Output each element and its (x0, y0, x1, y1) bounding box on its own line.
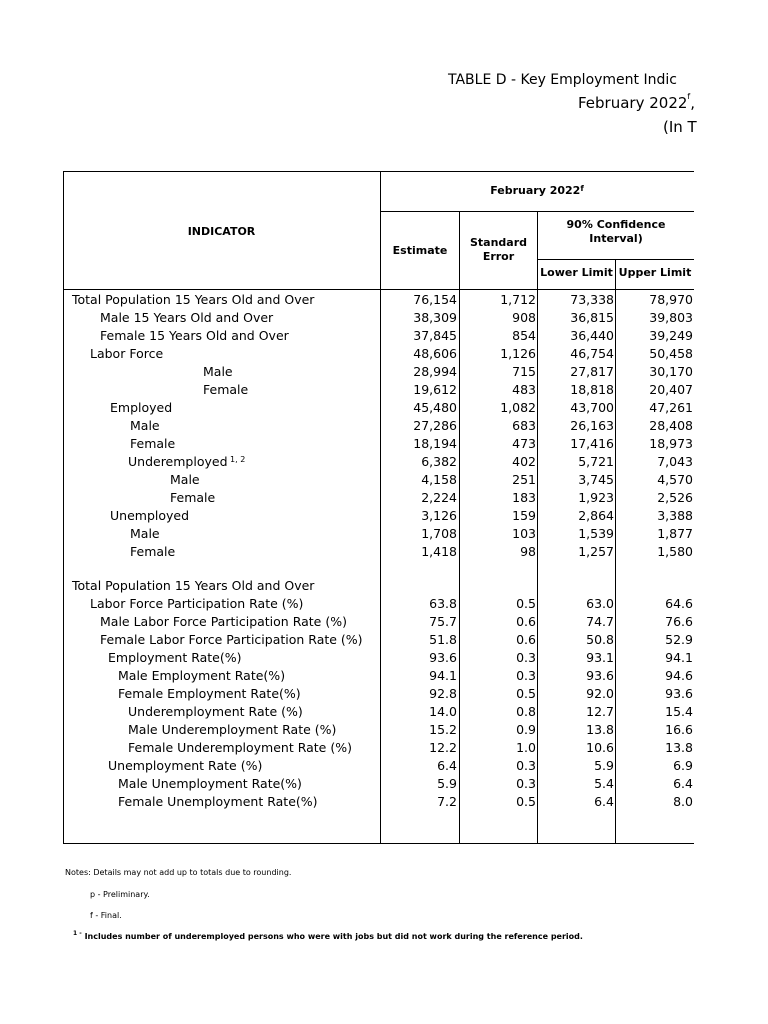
note-underemployed (73, 932, 583, 941)
cell-standard-error: 0.5 (516, 596, 536, 611)
row-label: Female (203, 382, 249, 397)
table-row (0, 525, 768, 543)
cell-estimate: 12.2 (429, 740, 457, 755)
cell-upper-limit: 3,388 (657, 508, 693, 523)
note-preliminary: p - Preliminary. (90, 890, 150, 899)
table-row (0, 291, 768, 309)
cell-upper-limit: 6.4 (673, 776, 693, 791)
cell-standard-error: 483 (512, 382, 536, 397)
cell-lower-limit: 73,338 (570, 292, 614, 307)
cell-lower-limit: 2,864 (578, 508, 614, 523)
cell-standard-error: 473 (512, 436, 536, 451)
row-label: Male (203, 364, 233, 379)
cell-standard-error: 159 (512, 508, 536, 523)
row-label: Male Unemployment Rate(%) (118, 776, 302, 791)
row-label: Underemployed (128, 454, 228, 469)
row-label: Female Underemployment Rate (%) (128, 740, 352, 755)
row-label: Female Unemployment Rate(%) (118, 794, 318, 809)
cell-estimate: 27,286 (413, 418, 457, 433)
cell-upper-limit: 1,877 (657, 526, 693, 541)
table-row (0, 739, 768, 757)
row-label: Male Employment Rate(%) (118, 668, 286, 683)
table-row (0, 345, 768, 363)
cell-upper-limit: 64.6 (665, 596, 693, 611)
cell-standard-error: 0.3 (516, 758, 536, 773)
cell-standard-error: 0.5 (516, 794, 536, 809)
row-label: Employment Rate(%) (108, 650, 242, 665)
cell-standard-error: 402 (512, 454, 536, 469)
note-text: Includes number of underemployed persons who were with jobs but did not work during the reference period. (84, 932, 583, 941)
cell-lower-limit: 74.7 (586, 614, 614, 629)
cell-standard-error: 1,126 (500, 346, 536, 361)
table-row (0, 649, 768, 667)
cell-estimate: 2,224 (421, 490, 457, 505)
cell-lower-limit: 5,721 (578, 454, 614, 469)
table-row (0, 309, 768, 327)
cell-upper-limit: 15.4 (665, 704, 693, 719)
cell-standard-error: 251 (512, 472, 536, 487)
note-rounding: Notes: Details may not add up to totals due to rounding. (65, 868, 292, 877)
cell-lower-limit: 93.6 (586, 668, 614, 683)
row-label: Total Population 15 Years Old and Over (72, 578, 315, 593)
row-label: Labor Force Participation Rate (%) (90, 596, 304, 611)
cell-standard-error: 854 (512, 328, 536, 343)
row-label: Male 15 Years Old and Over (100, 310, 274, 325)
table-row (0, 507, 768, 525)
cell-estimate: 19,612 (413, 382, 457, 397)
cell-lower-limit: 18,818 (570, 382, 614, 397)
cell-standard-error: 0.8 (516, 704, 536, 719)
cell-estimate: 45,480 (413, 400, 457, 415)
table-row (0, 613, 768, 631)
table-row (0, 417, 768, 435)
cell-standard-error: 0.3 (516, 668, 536, 683)
cell-lower-limit: 12.7 (586, 704, 614, 719)
cell-upper-limit: 6.9 (673, 758, 693, 773)
cell-upper-limit: 2,526 (657, 490, 693, 505)
header-divider (380, 211, 694, 212)
table-row (0, 381, 768, 399)
period-tail: , (690, 94, 696, 112)
row-label: Unemployment Rate (%) (108, 758, 263, 773)
table-row (0, 399, 768, 417)
cell-upper-limit: 76.6 (665, 614, 693, 629)
table-row (0, 757, 768, 775)
cell-estimate: 3,126 (421, 508, 457, 523)
cell-upper-limit: 94.1 (665, 650, 693, 665)
header-lower-limit: Lower Limit (540, 266, 613, 279)
cell-upper-limit: 1,580 (657, 544, 693, 559)
cell-lower-limit: 93.1 (586, 650, 614, 665)
header-confidence-interval: 90% Confidence Interval) (566, 218, 666, 245)
cell-lower-limit: 13.8 (586, 722, 614, 737)
table-row (0, 471, 768, 489)
note-final: f - Final. (90, 911, 122, 920)
cell-upper-limit: 47,261 (649, 400, 693, 415)
note-superscript: 1 - (73, 930, 82, 937)
cell-standard-error: 1,712 (500, 292, 536, 307)
cell-upper-limit: 4,570 (657, 472, 693, 487)
cell-lower-limit: 43,700 (570, 400, 614, 415)
cell-standard-error: 908 (512, 310, 536, 325)
table-title: TABLE D - Key Employment Indic (448, 72, 677, 88)
cell-estimate: 7.2 (437, 794, 457, 809)
row-label: Underemployment Rate (%) (128, 704, 303, 719)
cell-lower-limit: 36,815 (570, 310, 614, 325)
cell-lower-limit: 36,440 (570, 328, 614, 343)
cell-upper-limit: 93.6 (665, 686, 693, 701)
table-row (0, 453, 768, 471)
row-label: Male (170, 472, 200, 487)
table-row (0, 775, 768, 793)
cell-standard-error: 98 (520, 544, 536, 559)
table-row (0, 793, 768, 811)
cell-estimate: 1,708 (421, 526, 457, 541)
cell-standard-error: 183 (512, 490, 536, 505)
header-indicator: INDICATOR (187, 225, 256, 238)
table-row (0, 631, 768, 649)
table-row (0, 577, 768, 595)
cell-lower-limit: 1,923 (578, 490, 614, 505)
cell-estimate: 75.7 (429, 614, 457, 629)
cell-estimate: 76,154 (413, 292, 457, 307)
cell-estimate: 48,606 (413, 346, 457, 361)
cell-upper-limit: 78,970 (649, 292, 693, 307)
cell-upper-limit: 8.0 (673, 794, 693, 809)
period-text: February 2022 (578, 94, 688, 112)
period-superscript: f (687, 92, 691, 101)
table-row (0, 363, 768, 381)
cell-lower-limit: 50.8 (586, 632, 614, 647)
cell-standard-error: 0.3 (516, 776, 536, 791)
cell-estimate: 37,845 (413, 328, 457, 343)
table-row (0, 543, 768, 561)
cell-estimate: 14.0 (429, 704, 457, 719)
cell-lower-limit: 10.6 (586, 740, 614, 755)
cell-estimate: 94.1 (429, 668, 457, 683)
cell-upper-limit: 30,170 (649, 364, 693, 379)
cell-upper-limit: 13.8 (665, 740, 693, 755)
cell-standard-error: 0.6 (516, 632, 536, 647)
cell-standard-error: 0.5 (516, 686, 536, 701)
table-row (0, 721, 768, 739)
cell-estimate: 6,382 (421, 454, 457, 469)
row-label: Female Employment Rate(%) (118, 686, 301, 701)
row-label: Employed (110, 400, 173, 415)
cell-estimate: 38,309 (413, 310, 457, 325)
cell-upper-limit: 7,043 (657, 454, 693, 469)
cell-estimate: 51.8 (429, 632, 457, 647)
header-period (380, 184, 694, 198)
row-label: Male (130, 418, 160, 433)
row-label: Female Labor Force Participation Rate (%) (100, 632, 363, 647)
cell-upper-limit: 94.6 (665, 668, 693, 683)
row-label: Male Labor Force Participation Rate (%) (100, 614, 347, 629)
cell-lower-limit: 1,539 (578, 526, 614, 541)
cell-upper-limit: 39,803 (649, 310, 693, 325)
row-label: Female (130, 544, 176, 559)
row-label: Female 15 Years Old and Over (100, 328, 289, 343)
table-row (0, 595, 768, 613)
cell-lower-limit: 27,817 (570, 364, 614, 379)
table-row (0, 703, 768, 721)
cell-upper-limit: 28,408 (649, 418, 693, 433)
cell-lower-limit: 17,416 (570, 436, 614, 451)
cell-lower-limit: 46,754 (570, 346, 614, 361)
header-estimate: Estimate (392, 244, 448, 257)
cell-estimate: 1,418 (421, 544, 457, 559)
row-label: Female (170, 490, 216, 505)
table-row (0, 435, 768, 453)
cell-lower-limit: 5.4 (594, 776, 614, 791)
table-row (0, 685, 768, 703)
cell-standard-error: 0.9 (516, 722, 536, 737)
cell-standard-error: 1.0 (516, 740, 536, 755)
cell-upper-limit: 39,249 (649, 328, 693, 343)
cell-estimate: 18,194 (413, 436, 457, 451)
cell-estimate: 92.8 (429, 686, 457, 701)
cell-upper-limit: 20,407 (649, 382, 693, 397)
cell-lower-limit: 92.0 (586, 686, 614, 701)
cell-lower-limit: 63.0 (586, 596, 614, 611)
row-label-superscript: 1, 2 (227, 455, 246, 464)
row-label-wrap (128, 453, 245, 471)
table-row (0, 327, 768, 345)
table-subtitle-period (578, 94, 695, 112)
header-standard-error: Standard Error (469, 236, 528, 263)
cell-estimate: 63.8 (429, 596, 457, 611)
cell-upper-limit: 16.6 (665, 722, 693, 737)
row-label: Female (130, 436, 176, 451)
cell-estimate: 5.9 (437, 776, 457, 791)
table-row (0, 489, 768, 507)
cell-lower-limit: 5.9 (594, 758, 614, 773)
cell-standard-error: 1,082 (500, 400, 536, 415)
cell-estimate: 6.4 (437, 758, 457, 773)
cell-estimate: 28,994 (413, 364, 457, 379)
cell-upper-limit: 18,973 (649, 436, 693, 451)
table-unit: (In T (663, 118, 697, 136)
cell-upper-limit: 52.9 (665, 632, 693, 647)
header-period-text: February 2022 (490, 184, 581, 197)
cell-standard-error: 715 (512, 364, 536, 379)
cell-estimate: 15.2 (429, 722, 457, 737)
cell-standard-error: 0.3 (516, 650, 536, 665)
header-bottom-divider (63, 289, 694, 290)
cell-estimate: 93.6 (429, 650, 457, 665)
row-label: Male Underemployment Rate (%) (128, 722, 337, 737)
header-period-superscript: f (580, 184, 584, 193)
cell-lower-limit: 1,257 (578, 544, 614, 559)
row-label: Male (130, 526, 160, 541)
row-label: Total Population 15 Years Old and Over (72, 292, 315, 307)
row-label: Unemployed (110, 508, 190, 523)
cell-lower-limit: 3,745 (578, 472, 614, 487)
cell-estimate: 4,158 (421, 472, 457, 487)
table-row (0, 667, 768, 685)
header-divider (537, 259, 694, 260)
cell-upper-limit: 50,458 (649, 346, 693, 361)
cell-standard-error: 683 (512, 418, 536, 433)
cell-standard-error: 0.6 (516, 614, 536, 629)
cell-lower-limit: 6.4 (594, 794, 614, 809)
cell-standard-error: 103 (512, 526, 536, 541)
header-upper-limit: Upper Limit (618, 266, 692, 279)
cell-lower-limit: 26,163 (570, 418, 614, 433)
row-label: Labor Force (90, 346, 164, 361)
